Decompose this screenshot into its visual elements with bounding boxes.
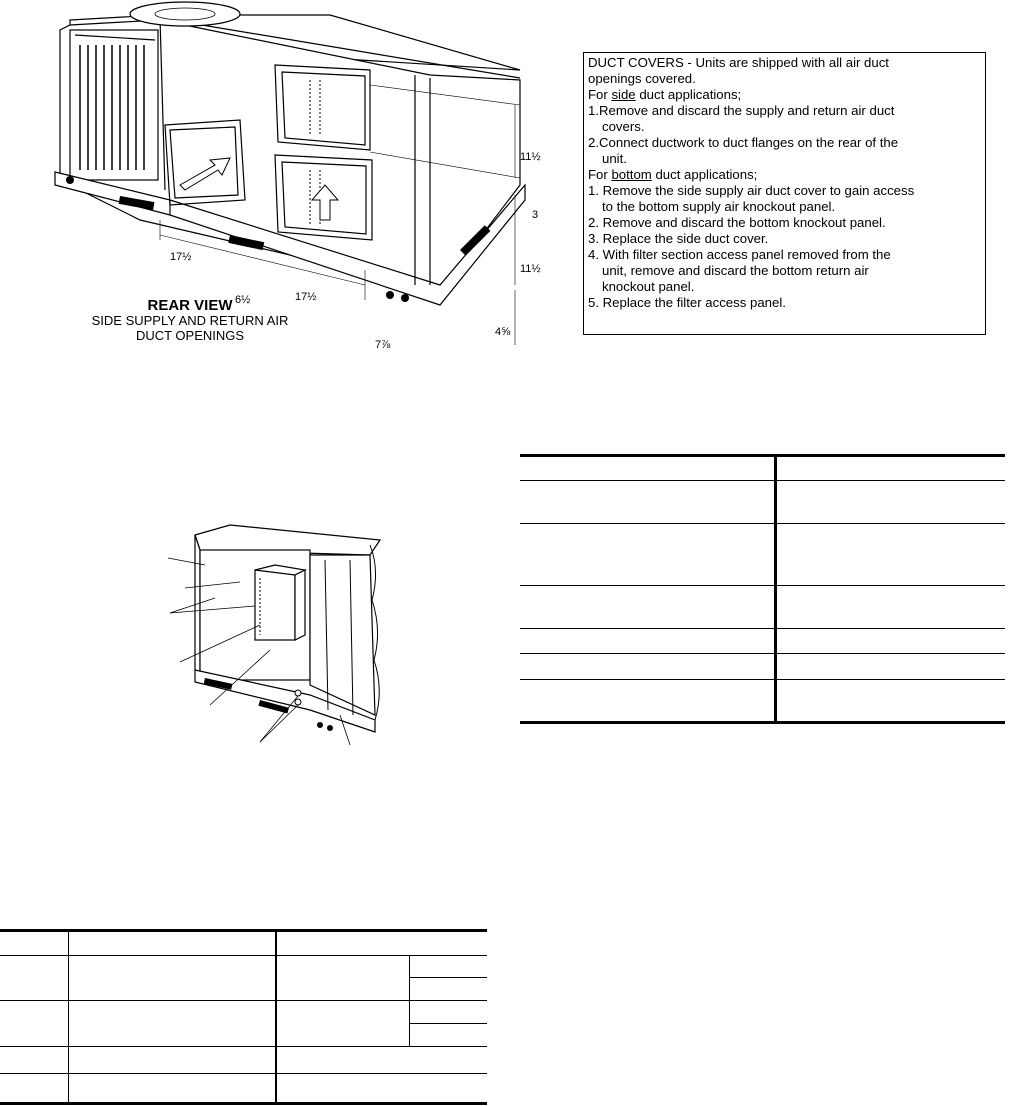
duct-line: openings covered. — [588, 71, 696, 86]
duct-line: 4. With filter section access panel removed from the — [588, 247, 891, 262]
rear-view-title: REAR VIEW — [147, 297, 233, 314]
dim-label: 11½ — [520, 151, 541, 163]
duct-covers-box — [583, 52, 986, 335]
dim-label: 17½ — [170, 251, 192, 263]
duct-line: For bottom duct applications; — [588, 167, 758, 182]
rear-view-subtitle-1: SIDE SUPPLY AND RETURN AIR — [91, 313, 289, 328]
dim-label: 6½ — [235, 294, 251, 306]
duct-line: 1.Remove and discard the supply and return air duct — [588, 103, 895, 118]
duct-line: For side duct applications; — [588, 87, 742, 102]
rear-view-subtitle-2: DUCT OPENINGS — [135, 328, 245, 343]
dim-label: 7⅞ — [375, 339, 391, 351]
duct-line: covers. — [602, 119, 645, 134]
duct-line: 2.Connect ductwork to duct flanges on the rear of the — [588, 135, 899, 150]
dim-label: 4⅝ — [495, 326, 511, 338]
dim-label: 17½ — [295, 291, 317, 303]
duct-line: to the bottom supply air knockout panel. — [602, 199, 836, 214]
dim-label: 11½ — [520, 263, 541, 275]
dim-label: 3 — [532, 209, 539, 221]
duct-line: DUCT COVERS - Units are shipped with all air duct — [588, 55, 889, 70]
duct-line: unit, remove and discard the bottom return air — [602, 263, 869, 278]
duct-line: 5. Replace the filter access panel. — [588, 295, 786, 310]
duct-line: knockout panel. — [602, 279, 695, 294]
duct-line: unit. — [602, 151, 627, 166]
duct-line: 1. Remove the side supply air duct cover to gain access — [588, 183, 915, 198]
duct-line: 2. Remove and discard the bottom knockout panel. — [588, 215, 886, 230]
duct-line: 3. Replace the side duct cover. — [588, 231, 769, 246]
rear-view-caption — [40, 298, 340, 343]
unit-side-view-drawing — [160, 510, 400, 755]
